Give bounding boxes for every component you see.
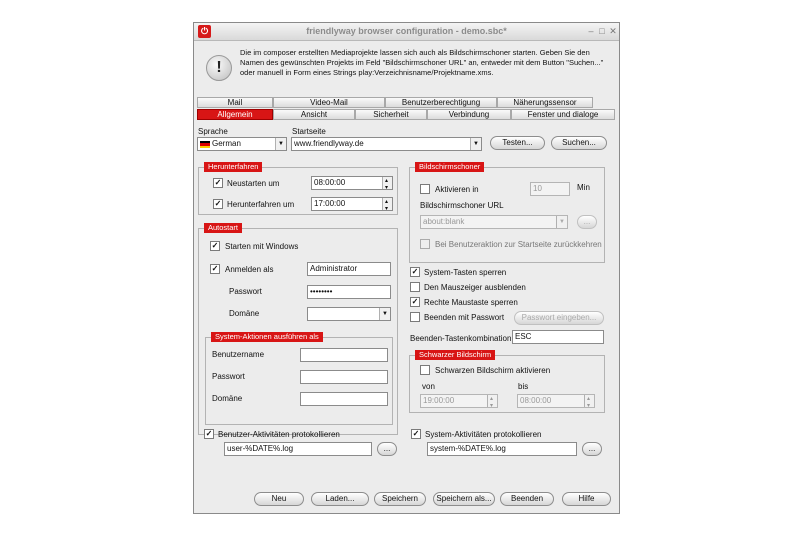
config-window <box>193 22 620 514</box>
lock-system-keys-checkbox[interactable] <box>410 267 420 277</box>
maximize-icon[interactable]: □ <box>599 26 605 36</box>
screensaver-minutes-input[interactable]: 10 <box>530 182 570 196</box>
tab-naeherungssensor[interactable]: Näherungssensor <box>497 97 593 108</box>
shutdown-label: Herunterfahren um <box>227 200 295 209</box>
from-time-value: 19:00:00 <box>423 396 455 405</box>
title-bar[interactable] <box>194 23 619 41</box>
sys-user-input[interactable] <box>300 348 388 362</box>
german-flag-icon <box>200 141 210 148</box>
screensaver-url-value: about:blank <box>423 217 465 226</box>
exit-combo-label: Beenden-Tastenkombination <box>410 334 512 343</box>
user-log-checkbox[interactable] <box>204 429 214 439</box>
from-label: von <box>422 382 435 391</box>
exit-password-label: Beenden mit Passwort <box>424 313 505 322</box>
tab-ansicht[interactable]: Ansicht <box>273 109 355 120</box>
time-spinner-icon[interactable] <box>382 198 392 210</box>
shutdown-group <box>198 162 398 215</box>
user-log-label: Benutzer-Aktivitäten protokollieren <box>218 430 340 439</box>
startpage-input[interactable] <box>291 137 482 151</box>
tab-verbindung[interactable]: Verbindung <box>427 109 511 120</box>
screensaver-group-title: Bildschirmschoner <box>415 162 484 172</box>
system-log-browse-button[interactable]: ... <box>582 442 602 456</box>
autostart-domain-label: Domäne <box>229 309 260 318</box>
startpage-value: www.friendlyway.de <box>294 139 364 148</box>
info-exclamation-icon: ! <box>206 55 232 81</box>
tab-sicherheit[interactable]: Sicherheit <box>355 109 427 120</box>
hide-cursor-label: Den Mauszeiger ausblenden <box>424 283 526 292</box>
user-log-input[interactable]: user-%DATE%.log <box>224 442 372 456</box>
return-startpage-checkbox[interactable] <box>420 239 430 249</box>
time-spinner-icon[interactable] <box>487 395 497 407</box>
system-log-checkbox[interactable] <box>411 429 421 439</box>
save-as-button[interactable]: Speichern als... <box>433 492 495 506</box>
system-actions-group <box>205 332 393 425</box>
screensaver-activate-label: Aktivieren in <box>435 185 479 194</box>
autostart-password-label: Passwort <box>229 287 262 296</box>
sys-password-input[interactable] <box>300 370 388 384</box>
system-log-label: System-Aktivitäten protokollieren <box>425 430 542 439</box>
exit-combo-input[interactable]: ESC <box>512 330 604 344</box>
language-value: German <box>212 139 241 148</box>
black-screen-group <box>409 350 605 413</box>
app-logo-icon: ⏻ <box>198 25 211 38</box>
black-screen-checkbox[interactable] <box>420 365 430 375</box>
tab-fenster-und-dialoge[interactable]: Fenster und dialoge <box>511 109 615 120</box>
black-screen-group-title: Schwarzer Bildschirm <box>415 350 495 360</box>
time-spinner-icon[interactable] <box>382 177 392 189</box>
system-actions-group-title: System-Aktionen ausführen als <box>211 332 323 342</box>
screensaver-url-input[interactable] <box>420 215 568 229</box>
info-text: Die im composer erstellten Mediaprojekte lassen sich auch als Bildschirmschoner starten. Geben Sie den Namen des gewünschten Projekts im Feld "Bildschirmschoner URL" an, entweder mit dem Button "Suchen..." oder manuell in Form eines Strings play:Verzeichnisname/Projektname.xms. <box>240 48 604 77</box>
exit-button[interactable]: Beenden <box>500 492 554 506</box>
black-screen-label: Schwarzen Bildschirm aktivieren <box>435 366 551 375</box>
to-label: bis <box>518 382 529 391</box>
enter-password-button[interactable]: Passwort eingeben... <box>514 311 604 325</box>
shutdown-checkbox[interactable] <box>213 199 223 209</box>
search-button[interactable]: Suchen... <box>551 136 607 150</box>
screensaver-url-label: Bildschirmschoner URL <box>420 201 504 210</box>
test-button[interactable]: Testen... <box>490 136 545 150</box>
user-log-browse-button[interactable]: ... <box>377 442 397 456</box>
shutdown-time-value: 17:00:00 <box>314 199 346 208</box>
sys-user-label: Benutzername <box>212 350 265 359</box>
restart-checkbox[interactable] <box>213 178 223 188</box>
to-time-value: 08:00:00 <box>520 396 552 405</box>
shutdown-time-input[interactable] <box>311 197 393 211</box>
help-button[interactable]: Hilfe <box>562 492 611 506</box>
chevron-down-icon[interactable]: ▼ <box>556 216 567 228</box>
language-label: Sprache <box>198 127 228 136</box>
chevron-down-icon[interactable]: ▼ <box>275 138 286 150</box>
minimize-icon[interactable]: – <box>588 26 594 36</box>
return-startpage-label: Bei Benutzeraktion zur Startseite zurückkehren <box>435 240 602 249</box>
autostart-group-title: Autostart <box>204 223 242 233</box>
lock-right-click-checkbox[interactable] <box>410 297 420 307</box>
start-windows-label: Starten mit Windows <box>225 242 299 251</box>
start-windows-checkbox[interactable] <box>210 241 220 251</box>
restart-time-value: 08:00:00 <box>314 178 346 187</box>
tab-allgemein[interactable]: Allgemein <box>197 109 273 120</box>
to-time-input[interactable] <box>517 394 595 408</box>
screensaver-group <box>409 162 605 263</box>
chevron-down-icon[interactable]: ▼ <box>470 138 481 150</box>
screensaver-browse-button[interactable]: ... <box>577 215 597 229</box>
chevron-down-icon[interactable]: ▼ <box>379 308 390 320</box>
restart-label: Neustarten um <box>227 179 280 188</box>
login-as-label: Anmelden als <box>225 265 274 274</box>
tab-mail[interactable]: Mail <box>197 97 273 108</box>
load-button[interactable]: Laden... <box>311 492 369 506</box>
close-icon[interactable]: ✕ <box>609 26 617 36</box>
exit-password-checkbox[interactable] <box>410 312 420 322</box>
window-title: friendlyway browser configuration - demo.sbc* <box>306 26 507 36</box>
autostart-password-input[interactable]: •••••••• <box>307 285 391 299</box>
hide-cursor-checkbox[interactable] <box>410 282 420 292</box>
language-select[interactable] <box>197 137 287 151</box>
restart-time-input[interactable] <box>311 176 393 190</box>
tab-benutzerberechtigung[interactable]: Benutzerberechtigung <box>385 97 497 108</box>
login-user-input[interactable]: Administrator <box>307 262 391 276</box>
minutes-unit-label: Min <box>577 183 590 192</box>
autostart-group <box>198 223 398 435</box>
lock-system-keys-label: System-Tasten sperren <box>424 268 507 277</box>
sys-domain-input[interactable] <box>300 392 388 406</box>
save-button[interactable]: Speichern <box>374 492 426 506</box>
from-time-input[interactable] <box>420 394 498 408</box>
lock-right-click-label: Rechte Maustaste sperren <box>424 298 518 307</box>
new-button[interactable]: Neu <box>254 492 304 506</box>
screensaver-activate-checkbox[interactable] <box>420 184 430 194</box>
login-as-checkbox[interactable] <box>210 264 220 274</box>
tab-video-mail[interactable]: Video-Mail <box>273 97 385 108</box>
startpage-label: Startseite <box>292 127 326 136</box>
time-spinner-icon[interactable] <box>584 395 594 407</box>
autostart-domain-select[interactable] <box>307 307 391 321</box>
sys-domain-label: Domäne <box>212 394 243 403</box>
system-log-input[interactable]: system-%DATE%.log <box>427 442 577 456</box>
sys-password-label: Passwort <box>212 372 245 381</box>
shutdown-group-title: Herunterfahren <box>204 162 262 172</box>
